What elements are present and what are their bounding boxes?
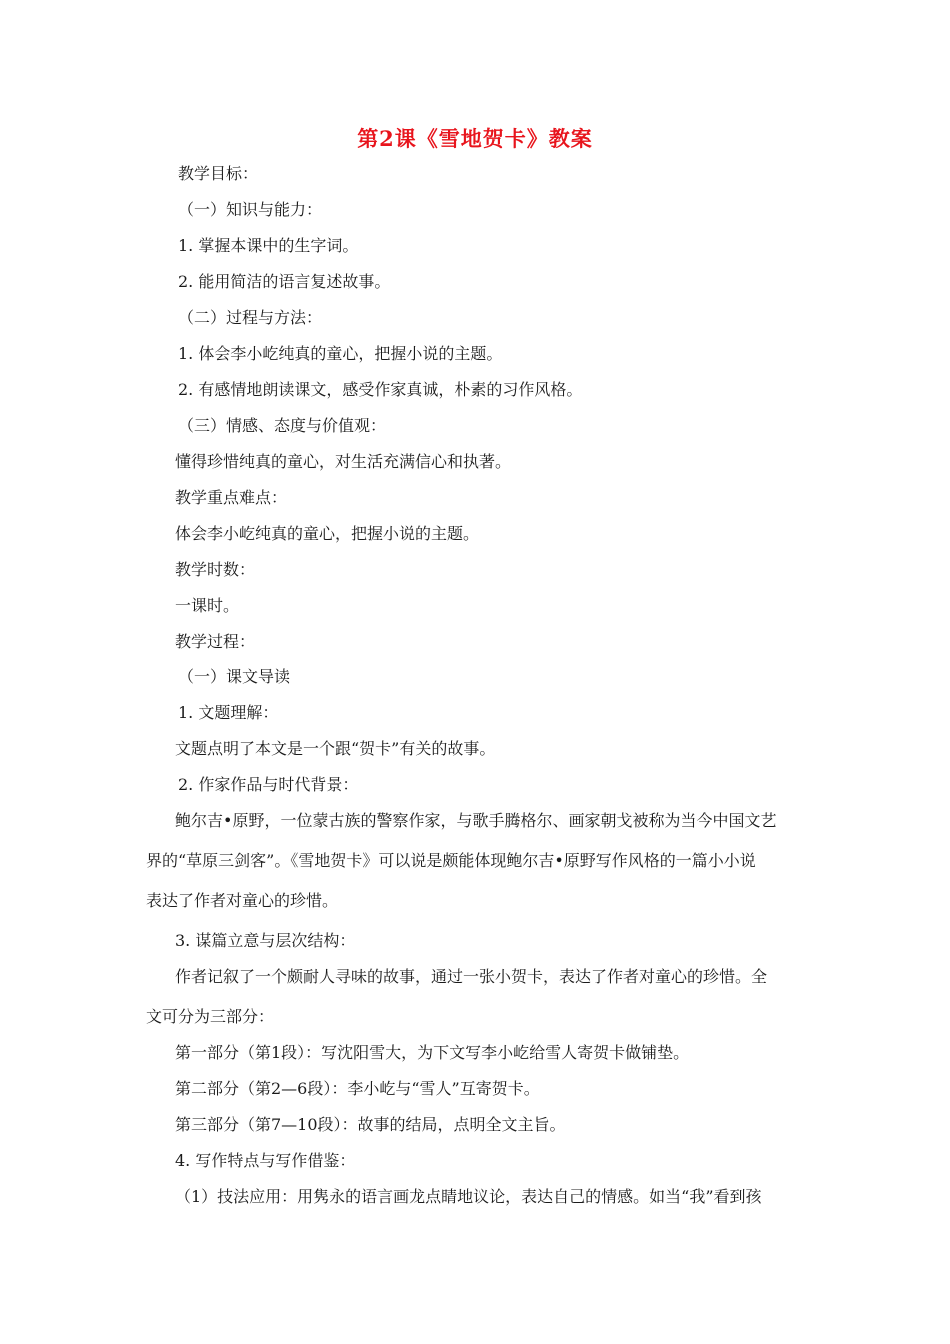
- text-line: 教学重点难点：: [175, 488, 288, 507]
- text-line: 1. 体会李小屹纯真的童心，把握小说的主题。: [178, 344, 503, 363]
- text-line: 表达了作者对童心的珍惜。: [146, 891, 339, 910]
- text-line: 1. 文题理解：: [178, 703, 279, 722]
- text-line: 界的“草原三剑客”。《雪地贺卡》可以说是颇能体现鲍尔吉•原野写作风格的一篇小小说: [146, 851, 756, 870]
- text-line: （一）课文导读: [178, 667, 291, 686]
- text-line: （二）过程与方法：: [178, 308, 323, 327]
- text-line: 第二部分（第2—6段）：李小屹与“雪人”互寄贺卡。: [175, 1079, 540, 1098]
- text-line: （三）情感、态度与价值观：: [178, 416, 387, 435]
- text-line: 作者记叙了一个颇耐人寻味的故事，通过一张小贺卡，表达了作者对童心的珍惜。全: [175, 967, 768, 986]
- text-line: 第一部分（第1段）：写沈阳雪大，为下文写李小屹给雪人寄贺卡做铺垫。: [175, 1043, 690, 1062]
- text-line: 文可分为三部分：: [146, 1007, 275, 1026]
- text-line: 第三部分（第7—10段）：故事的结局，点明全文主旨。: [175, 1115, 566, 1134]
- text-line: 教学过程：: [175, 632, 256, 651]
- text-line: 教学目标：: [178, 164, 259, 183]
- text-line: 3. 谋篇立意与层次结构：: [175, 931, 356, 950]
- text-line: （1）技法应用：用隽永的语言画龙点睛地议论，表达自己的情感。如当“我”看到孩: [175, 1187, 762, 1206]
- page-title: 第2课《雪地贺卡》教案: [357, 126, 593, 151]
- text-line: 2. 作家作品与时代背景：: [178, 775, 359, 794]
- text-line: 一课时。: [175, 596, 240, 615]
- text-line: 鲍尔吉•原野，一位蒙古族的警察作家，与歌手腾格尔、画家朝戈被称为当今中国文艺: [175, 811, 777, 830]
- text-line: 1. 掌握本课中的生字词。: [178, 236, 359, 255]
- text-line: 懂得珍惜纯真的童心，对生活充满信心和执著。: [175, 452, 512, 471]
- text-line: （一）知识与能力：: [178, 200, 323, 219]
- text-line: 2. 能用简洁的语言复述故事。: [178, 272, 391, 291]
- text-line: 2. 有感情地朗读课文，感受作家真诚，朴素的习作风格。: [178, 380, 583, 399]
- text-line: 体会李小屹纯真的童心，把握小说的主题。: [175, 524, 480, 543]
- text-line: 4. 写作特点与写作借鉴：: [175, 1151, 356, 1170]
- text-line: 文题点明了本文是一个跟“贺卡”有关的故事。: [175, 739, 496, 758]
- text-line: 教学时数：: [175, 560, 256, 579]
